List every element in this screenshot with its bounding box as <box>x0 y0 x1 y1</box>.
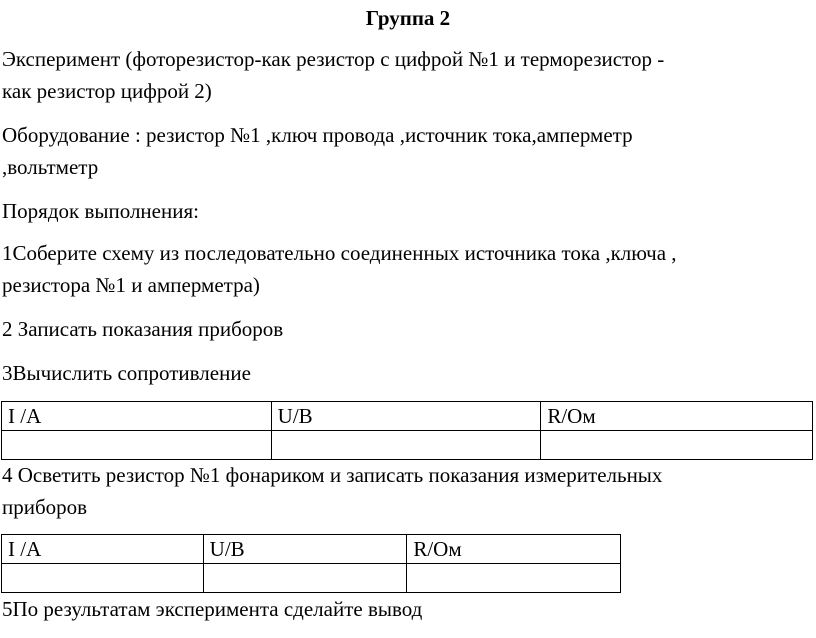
table-header-cell: U/В <box>271 402 541 431</box>
measurement-table-2 <box>1 534 621 593</box>
table-row <box>2 564 621 593</box>
step-4-line-2: приборов <box>2 495 88 519</box>
step-3: 3Вычислить сопротивление <box>2 361 251 385</box>
step-5: 5По результатам эксперимента сделайте вывод <box>2 597 423 621</box>
table-header-cell: U/В <box>203 535 407 564</box>
table-cell[interactable] <box>2 431 272 460</box>
table-cell[interactable] <box>271 431 541 460</box>
table-cell[interactable] <box>203 564 407 593</box>
equipment-line-2: ,вольтметр <box>2 155 99 179</box>
table-row <box>2 431 813 460</box>
equipment-line-1: Оборудование : резистор №1 ,ключ провода ,источник тока,амперметр <box>2 123 633 147</box>
experiment-line-1: Эксперимент (фоторезистор-как резистор с цифрой №1 и терморезистор - <box>2 47 665 71</box>
step-4-line-1: 4 Осветить резистор №1 фонариком и записать показания измерительных <box>2 463 663 487</box>
table-header-row <box>2 535 621 564</box>
table-cell[interactable] <box>2 564 204 593</box>
page-title: Группа 2 <box>365 6 451 30</box>
table-cell[interactable] <box>407 564 621 593</box>
step-1-line-2: резистора №1 и амперметра) <box>2 273 260 297</box>
step-2: 2 Записать показания приборов <box>2 317 284 341</box>
table-header-cell: R/Ом <box>541 402 813 431</box>
experiment-line-2: как резистор цифрой 2) <box>2 79 212 103</box>
table-header-cell: I /А <box>2 402 272 431</box>
table-header-row <box>2 402 813 431</box>
step-1-line-1: 1Соберите схему из последовательно соединенных источника тока ,ключа , <box>2 241 677 265</box>
procedure-heading: Порядок выполнения: <box>2 199 199 223</box>
table-cell[interactable] <box>541 431 813 460</box>
table-header-cell: R/Ом <box>407 535 621 564</box>
table-header-cell: I /А <box>2 535 204 564</box>
measurement-table-1 <box>1 401 813 460</box>
